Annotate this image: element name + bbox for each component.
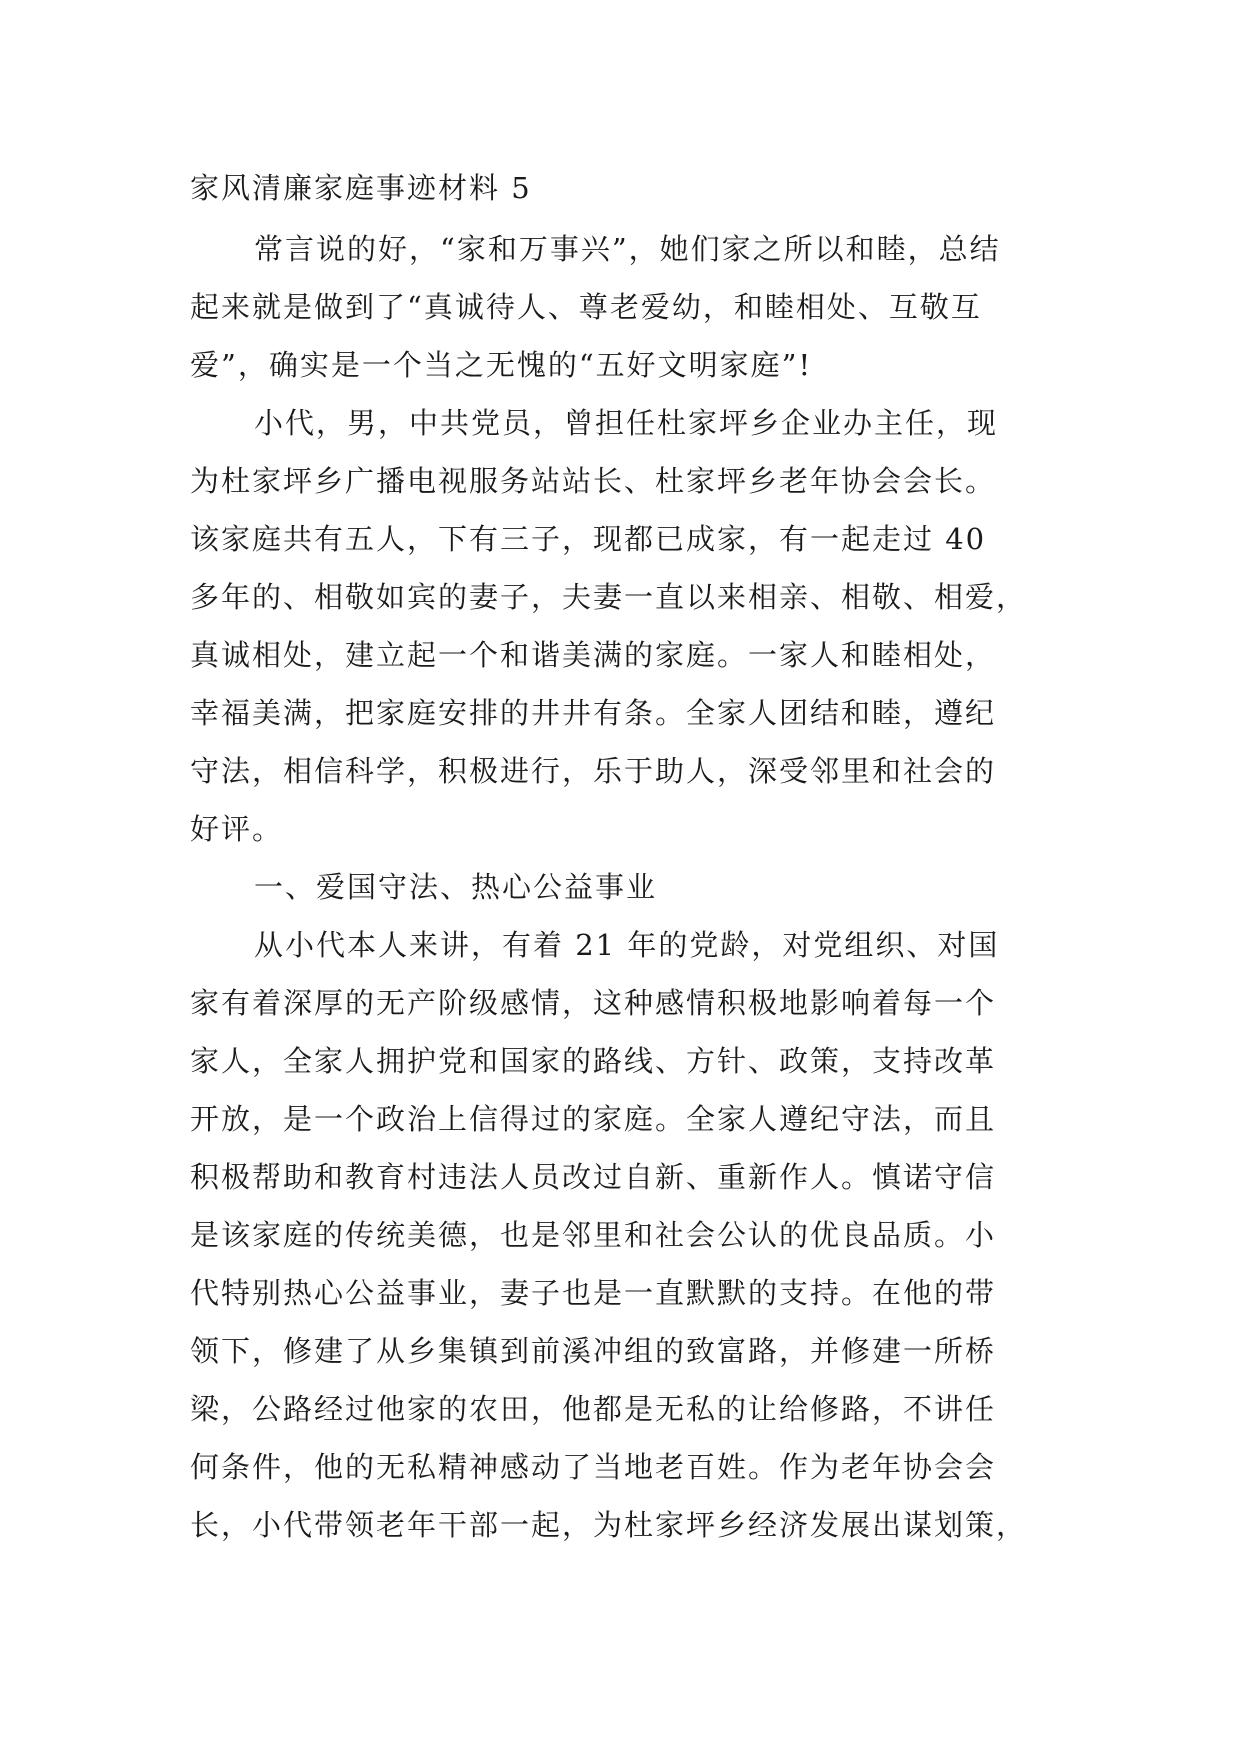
text-line: 幸福美满，把家庭安排的井井有条。全家人团结和睦，遵纪 <box>190 696 997 730</box>
paragraph-intro <box>190 220 1070 394</box>
text-line: 好评。 <box>190 812 284 846</box>
text-line: 家人，全家人拥护党和国家的路线、方针、政策，支持改革 <box>190 1044 997 1078</box>
text-line: 该家庭共有五人，下有三子，现都已成家，有一起走过 40 <box>190 522 987 556</box>
text-line: 梁，公路经过他家的农田，他都是无私的让给修路，不讲任 <box>190 1392 997 1426</box>
text-line: 起来就是做到了“真诚待人、尊老爱幼，和睦相处、互敬互 <box>190 290 982 324</box>
document-title: 家风清廉家庭事迹材料 5 <box>190 171 532 205</box>
text-line: 开放，是一个政治上信得过的家庭。全家人遵纪守法，而且 <box>190 1102 997 1136</box>
text-line: 长，小代带领老年干部一起，为杜家坪乡经济发展出谋划策， <box>190 1508 1028 1542</box>
text-line: 代特别热心公益事业，妻子也是一直默默的支持。在他的带 <box>190 1276 997 1310</box>
paragraph-family-profile <box>190 394 1070 858</box>
document-body <box>190 162 1070 1554</box>
text-line: 家有着深厚的无产阶级感情，这种感情积极地影响着每一个 <box>190 986 997 1020</box>
text-line: 从小代本人来讲，有着 21 年的党龄，对党组织、对国 <box>254 928 1000 962</box>
text-line: 积极帮助和教育村违法人员改过自新、重新作人。慎诺守信 <box>190 1160 997 1194</box>
text-line: 为杜家坪乡广播电视服务站站长、杜家坪乡老年协会会长。 <box>190 464 997 498</box>
text-line: 是该家庭的传统美德，也是邻里和社会公认的优良品质。小 <box>190 1218 997 1252</box>
text-line: 真诚相处，建立起一个和谐美满的家庭。一家人和睦相处， <box>190 638 997 672</box>
text-line: 常言说的好，“家和万事兴”，她们家之所以和睦，总结 <box>254 232 1001 266</box>
section-heading-text: 一、爱国守法、热心公益事业 <box>254 870 658 904</box>
text-line: 爱”，确实是一个当之无愧的“五好文明家庭”! <box>190 348 813 382</box>
paragraph-section-one <box>190 916 1070 1554</box>
section-heading <box>190 858 1070 916</box>
text-line: 领下，修建了从乡集镇到前溪冲组的致富路，并修建一所桥 <box>190 1334 997 1368</box>
text-line: 何条件，他的无私精神感动了当地老百姓。作为老年协会会 <box>190 1450 997 1484</box>
text-line: 守法，相信科学，积极进行，乐于助人，深受邻里和社会的 <box>190 754 997 788</box>
text-line: 多年的、相敬如宾的妻子，夫妻一直以来相亲、相敬、相爱， <box>190 580 1028 614</box>
text-line: 小代，男，中共党员，曾担任杜家坪乡企业办主任，现 <box>254 406 999 440</box>
